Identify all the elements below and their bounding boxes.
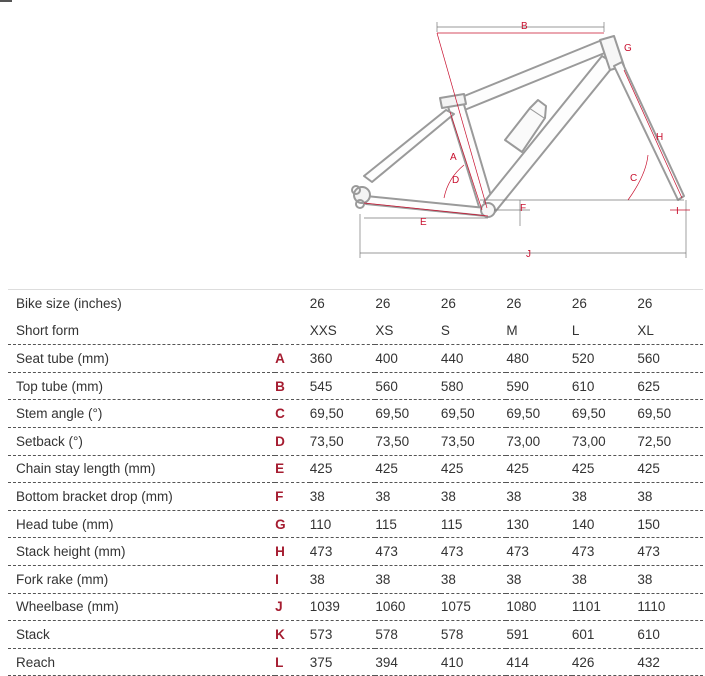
dimension-letter: E bbox=[275, 455, 310, 483]
size-value: 38 bbox=[572, 483, 638, 511]
size-value: 130 bbox=[506, 510, 572, 538]
header-value: 26 bbox=[375, 290, 441, 318]
table-row bbox=[8, 510, 703, 538]
dimension-letter: L bbox=[275, 648, 310, 676]
header-value: 26 bbox=[310, 290, 376, 318]
size-value: 69,50 bbox=[375, 400, 441, 428]
size-value: 520 bbox=[572, 345, 638, 373]
label-e: E bbox=[420, 217, 427, 228]
size-value: 69,50 bbox=[637, 400, 703, 428]
header-value: 26 bbox=[506, 290, 572, 318]
size-value: 1080 bbox=[506, 593, 572, 621]
size-value: 38 bbox=[441, 483, 507, 511]
size-value: 473 bbox=[637, 538, 703, 566]
header-label: Short form bbox=[8, 317, 275, 345]
size-value: 473 bbox=[310, 538, 376, 566]
size-value: 38 bbox=[310, 565, 376, 593]
size-value: 610 bbox=[572, 372, 638, 400]
size-value: 38 bbox=[441, 565, 507, 593]
parameter-label: Setback (°) bbox=[8, 427, 275, 455]
table-row bbox=[8, 372, 703, 400]
parameter-label: Stack bbox=[8, 621, 275, 649]
size-value: 425 bbox=[637, 455, 703, 483]
header-value: XXS bbox=[310, 317, 376, 345]
label-j: J bbox=[526, 249, 531, 260]
size-value: 38 bbox=[310, 483, 376, 511]
header-value: L bbox=[572, 317, 638, 345]
bottom-bracket bbox=[481, 203, 495, 217]
size-value: 625 bbox=[637, 372, 703, 400]
table-row bbox=[8, 538, 703, 566]
size-value: 473 bbox=[506, 538, 572, 566]
header-row bbox=[8, 290, 703, 318]
size-value: 140 bbox=[572, 510, 638, 538]
size-value: 1060 bbox=[375, 593, 441, 621]
geometry-table bbox=[8, 289, 703, 676]
size-value: 69,50 bbox=[506, 400, 572, 428]
label-h: H bbox=[656, 132, 664, 143]
size-value: 69,50 bbox=[441, 400, 507, 428]
table-row bbox=[8, 455, 703, 483]
size-value: 1101 bbox=[572, 593, 638, 621]
label-c: C bbox=[630, 173, 638, 184]
size-value: 580 bbox=[441, 372, 507, 400]
size-value: 473 bbox=[441, 538, 507, 566]
size-value: 73,00 bbox=[572, 427, 638, 455]
parameter-label: Seat tube (mm) bbox=[8, 345, 275, 373]
size-value: 115 bbox=[441, 510, 507, 538]
label-a: A bbox=[450, 152, 457, 163]
dimension-letter: G bbox=[275, 510, 310, 538]
parameter-label: Wheelbase (mm) bbox=[8, 593, 275, 621]
parameter-label: Stem angle (°) bbox=[8, 400, 275, 428]
size-value: 590 bbox=[506, 372, 572, 400]
parameter-label: Fork rake (mm) bbox=[8, 565, 275, 593]
header-value: M bbox=[506, 317, 572, 345]
dimension-letter: K bbox=[275, 621, 310, 649]
header-value: XL bbox=[637, 317, 703, 345]
size-value: 560 bbox=[637, 345, 703, 373]
label-b: B bbox=[521, 21, 528, 32]
header-row bbox=[8, 317, 703, 345]
table-row bbox=[8, 621, 703, 649]
parameter-label: Reach bbox=[8, 648, 275, 676]
header-letter bbox=[275, 290, 310, 318]
table-row bbox=[8, 593, 703, 621]
bike-frame bbox=[352, 36, 684, 217]
parameter-label: Bottom bracket drop (mm) bbox=[8, 483, 275, 511]
dimension-letter: I bbox=[275, 565, 310, 593]
seat-stay bbox=[364, 110, 454, 182]
size-value: 69,50 bbox=[572, 400, 638, 428]
parameter-label: Stack height (mm) bbox=[8, 538, 275, 566]
size-value: 38 bbox=[637, 483, 703, 511]
parameter-label: Chain stay length (mm) bbox=[8, 455, 275, 483]
label-d: D bbox=[452, 175, 460, 186]
parameter-label: Top tube (mm) bbox=[8, 372, 275, 400]
size-value: 110 bbox=[310, 510, 376, 538]
size-value: 473 bbox=[375, 538, 441, 566]
size-value: 38 bbox=[506, 565, 572, 593]
size-value: 375 bbox=[310, 648, 376, 676]
size-value: 610 bbox=[637, 621, 703, 649]
table-row bbox=[8, 565, 703, 593]
size-value: 72,50 bbox=[637, 427, 703, 455]
dimension-letter: B bbox=[275, 372, 310, 400]
header-value: S bbox=[441, 317, 507, 345]
size-value: 38 bbox=[375, 483, 441, 511]
size-value: 1039 bbox=[310, 593, 376, 621]
size-value: 560 bbox=[375, 372, 441, 400]
header-value: XS bbox=[375, 317, 441, 345]
size-value: 38 bbox=[375, 565, 441, 593]
size-value: 410 bbox=[441, 648, 507, 676]
dimension-letter: A bbox=[275, 345, 310, 373]
size-value: 73,50 bbox=[441, 427, 507, 455]
size-value: 425 bbox=[506, 455, 572, 483]
header-value: 26 bbox=[637, 290, 703, 318]
size-value: 432 bbox=[637, 648, 703, 676]
size-value: 69,50 bbox=[310, 400, 376, 428]
label-g: G bbox=[624, 43, 632, 54]
size-value: 150 bbox=[637, 510, 703, 538]
size-value: 545 bbox=[310, 372, 376, 400]
label-i: I bbox=[676, 206, 679, 217]
size-value: 414 bbox=[506, 648, 572, 676]
table-row bbox=[8, 427, 703, 455]
size-value: 425 bbox=[375, 455, 441, 483]
table-row bbox=[8, 483, 703, 511]
table-row bbox=[8, 400, 703, 428]
size-value: 591 bbox=[506, 621, 572, 649]
table-row bbox=[8, 648, 703, 676]
size-value: 573 bbox=[310, 621, 376, 649]
size-value: 360 bbox=[310, 345, 376, 373]
geometry-table-body bbox=[8, 290, 703, 676]
header-letter bbox=[275, 317, 310, 345]
size-value: 400 bbox=[375, 345, 441, 373]
size-value: 73,50 bbox=[375, 427, 441, 455]
dimension-letter: D bbox=[275, 427, 310, 455]
header-label: Bike size (inches) bbox=[8, 290, 275, 318]
chain-stay bbox=[366, 196, 486, 216]
header-value: 26 bbox=[572, 290, 638, 318]
size-value: 394 bbox=[375, 648, 441, 676]
table-row bbox=[8, 345, 703, 373]
size-value: 426 bbox=[572, 648, 638, 676]
bike-geometry-diagram bbox=[0, 0, 705, 272]
header-value: 26 bbox=[441, 290, 507, 318]
size-value: 578 bbox=[375, 621, 441, 649]
size-value: 38 bbox=[572, 565, 638, 593]
size-value: 473 bbox=[572, 538, 638, 566]
dimension-letter: H bbox=[275, 538, 310, 566]
dimension-letter: F bbox=[275, 483, 310, 511]
size-value: 73,00 bbox=[506, 427, 572, 455]
size-value: 425 bbox=[441, 455, 507, 483]
label-f: F bbox=[520, 203, 527, 214]
size-value: 480 bbox=[506, 345, 572, 373]
dimension-letter: C bbox=[275, 400, 310, 428]
size-value: 601 bbox=[572, 621, 638, 649]
size-value: 38 bbox=[506, 483, 572, 511]
size-value: 38 bbox=[637, 565, 703, 593]
dimension-letter: J bbox=[275, 593, 310, 621]
size-value: 1110 bbox=[637, 593, 703, 621]
size-value: 425 bbox=[310, 455, 376, 483]
size-value: 115 bbox=[375, 510, 441, 538]
parameter-label: Head tube (mm) bbox=[8, 510, 275, 538]
size-value: 73,50 bbox=[310, 427, 376, 455]
size-value: 1075 bbox=[441, 593, 507, 621]
size-value: 425 bbox=[572, 455, 638, 483]
size-value: 578 bbox=[441, 621, 507, 649]
size-value: 440 bbox=[441, 345, 507, 373]
